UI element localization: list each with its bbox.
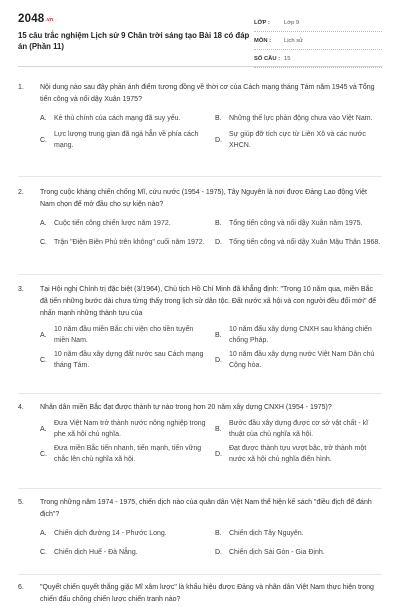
option-d[interactable]: [215, 443, 382, 465]
question-number: 2.: [18, 189, 24, 196]
question-text: Nội dung nào sau đây phản ánh điểm tương đồng về thời cơ của Cách mạng tháng Tám năm 1945 và Tổng tiến công và nổi dậy Xuân 1975?: [40, 84, 375, 103]
question-stem: [18, 82, 382, 106]
logo-text: 2048: [18, 13, 45, 25]
option-text: Chiến dịch Huế - Đà Nẵng.: [54, 548, 138, 556]
question-4: [18, 402, 382, 465]
question-text: Nhân dân miền Bắc đạt được thành tự nào trong hơn 20 năm xây dựng CNXH (1954 - 1975)?: [40, 404, 332, 411]
meta-label: SỐ CÂU :: [254, 55, 281, 62]
meta-value: Lịch sử: [284, 37, 304, 44]
option-letter: B.: [215, 331, 222, 339]
option-text: Chiến dịch Sài Gòn - Gia Định.: [229, 548, 325, 556]
meta-table: [254, 14, 382, 68]
option-a[interactable]: [40, 418, 207, 440]
question-stem: [18, 402, 382, 414]
options: [40, 418, 382, 465]
question-number: 1.: [18, 84, 24, 91]
question-divider: [18, 393, 382, 394]
option-text: Tổng tiến công và nổi dậy Xuân Mậu Thân 1968.: [229, 238, 381, 246]
option-text: Đưa Việt Nam trở thành nước nông nghiệp trong phe xã hội chủ nghĩa.: [54, 420, 206, 438]
options: [40, 324, 382, 371]
option-letter: B.: [215, 114, 222, 122]
option-c[interactable]: [40, 234, 207, 250]
page-title: 15 câu trắc nghiệm Lịch sử 9 Chân trời sáng tạo Bài 18 có đáp án (Phần 11): [18, 31, 250, 51]
question-number: 6.: [18, 584, 24, 591]
question-stem: [18, 497, 382, 521]
header-divider: [18, 66, 382, 67]
question-text: Trong cuộc kháng chiến chống Mĩ, cứu nước (1954 - 1975), Tây Nguyên là nơi được Đảng Lao động Việt Nam chọn để mở đầu cho sự kiện nào?: [40, 189, 367, 208]
options: [40, 525, 382, 560]
options: [40, 215, 382, 250]
option-b[interactable]: [215, 525, 382, 541]
option-c[interactable]: [40, 129, 207, 151]
option-b[interactable]: [215, 418, 382, 440]
option-letter: A.: [40, 219, 47, 227]
option-d[interactable]: [215, 234, 382, 250]
option-letter: B.: [215, 529, 222, 537]
option-letter: D.: [215, 356, 222, 364]
option-letter: C.: [40, 136, 47, 144]
option-a[interactable]: [40, 110, 207, 126]
meta-label: LỚP :: [254, 19, 270, 26]
option-text: Đưa miền Bắc tiến nhanh, tiến mạnh, tiến vững chắc lên chủ nghĩa xã hội.: [54, 445, 202, 463]
question-text: Tại Hội nghị Chính trị đặc biệt (3/1964), Chủ tịch Hồ Chí Minh đã khẳng định: "Trong 10 năm qua, miền Bắc đã tiến những bước dài chưa từng thấy trong lịch sử dân tộc. Đất nước xã hội và con người đều đổi mới" để nhấn mạnh những thành tựu của: [40, 286, 377, 317]
question-5: [18, 497, 382, 560]
option-text: Bước đầu xây dựng được cơ sở vật chất - kĩ thuật của chủ nghĩa xã hội.: [229, 420, 369, 438]
option-text: Chiến dịch Tây Nguyên.: [229, 529, 304, 537]
option-d[interactable]: [215, 349, 382, 371]
option-d[interactable]: [215, 129, 382, 151]
option-letter: D.: [215, 238, 222, 246]
option-a[interactable]: [40, 324, 207, 346]
option-text: 10 năm đầu xây dựng nước Việt Nam Dân chủ Cộng hòa.: [229, 351, 375, 369]
question-1: [18, 82, 382, 151]
question-6: [18, 582, 382, 606]
question-stem: [18, 284, 382, 320]
option-c[interactable]: [40, 349, 207, 371]
option-letter: A.: [40, 529, 47, 537]
option-letter: A.: [40, 114, 47, 122]
option-letter: D.: [215, 136, 222, 144]
meta-label: MÔN :: [254, 37, 272, 44]
option-letter: C.: [40, 450, 47, 458]
option-text: 10 năm đầu miền Bắc chi viện cho tiền tuyến miền Nam.: [54, 326, 194, 344]
meta-row-subject: [254, 32, 382, 50]
meta-value: Lớp 9: [284, 19, 300, 26]
option-letter: B.: [215, 219, 222, 227]
option-d[interactable]: [215, 544, 382, 560]
option-letter: B.: [215, 425, 222, 433]
question-2: [18, 187, 382, 250]
option-letter: D.: [215, 450, 222, 458]
option-text: Sự giúp đỡ tích cực từ Liên Xô và các nước XHCN.: [229, 131, 366, 149]
question-divider: [18, 176, 382, 177]
option-a[interactable]: [40, 525, 207, 541]
site-logo[interactable]: [18, 13, 53, 25]
option-b[interactable]: [215, 215, 382, 231]
question-number: 4.: [18, 404, 24, 411]
option-text: Đạt được thành tựu vượt bậc, trở thành một nước xã hội chủ nghĩa điển hình.: [229, 445, 367, 463]
option-letter: C.: [40, 356, 47, 364]
option-c[interactable]: [40, 443, 207, 465]
question-number: 5.: [18, 499, 24, 506]
question-stem: [18, 582, 382, 606]
question-text: Trong những năm 1974 - 1975, chiến dịch nào của quân dân Việt Nam thể hiện kế sách "điều địch để đánh địch"?: [40, 499, 372, 518]
option-letter: A.: [40, 331, 47, 339]
options: [40, 110, 382, 151]
question-number: 3.: [18, 286, 24, 293]
option-c[interactable]: [40, 544, 207, 560]
option-text: Chiến dịch đường 14 - Phước Long.: [54, 529, 167, 537]
option-letter: C.: [40, 548, 47, 556]
question-3: [18, 284, 382, 371]
logo-suffix: .vn: [45, 17, 54, 23]
question-divider: [18, 488, 382, 489]
question-divider: [18, 574, 382, 575]
question-stem: [18, 187, 382, 211]
option-text: 10 năm đầu xây dựng đất nước sau Cách mạng tháng Tám.: [54, 351, 204, 369]
option-text: Trận "Điện Biên Phủ trên không" cuối năm 1972.: [54, 238, 205, 246]
question-divider: [18, 274, 382, 275]
option-a[interactable]: [40, 215, 207, 231]
option-text: 10 năm đấu xây dựng CNXH sau kháng chiến chống Pháp.: [229, 326, 372, 344]
option-letter: A.: [40, 425, 47, 433]
option-letter: C.: [40, 238, 47, 246]
meta-value: 15: [284, 55, 291, 62]
option-text: Kẻ thù chính của cách mạng đã suy yếu.: [54, 114, 181, 122]
question-text: "Quyết chiến quyết thắng giặc Mĩ xâm lược" là khẩu hiệu được Đảng và nhân dân Việt Nam thực hiện trong chiến đấu chống chiến lược chiến tranh nào?: [40, 584, 374, 603]
option-letter: D.: [215, 548, 222, 556]
option-text: Lực lượng trung gian đã ngả hẳn về phía cách mạng.: [54, 131, 199, 149]
option-text: Những thế lực phản động chưa vào Việt Nam.: [229, 114, 373, 122]
option-text: Cuộc tiến công chiến lược năm 1972.: [54, 219, 171, 227]
option-b[interactable]: [215, 324, 382, 346]
option-b[interactable]: [215, 110, 382, 126]
option-text: Tổng tiến công và nổi dậy Xuân năm 1975.: [229, 219, 363, 227]
meta-row-class: [254, 14, 382, 32]
